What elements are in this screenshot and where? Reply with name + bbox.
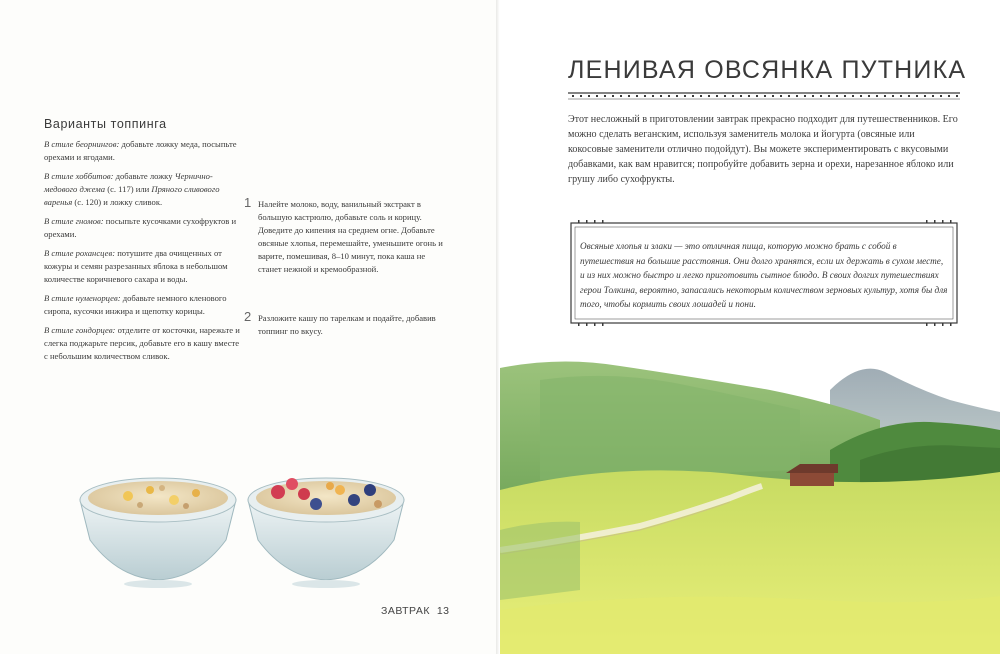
bowl-left bbox=[80, 478, 236, 588]
recipe-steps bbox=[244, 195, 444, 374]
topping-text: (с. 117) или bbox=[105, 184, 152, 194]
topping-text: потушите два очищенных от кожуры и семян разрезанных яблока в небольшом количестве коричневого сахара и воды. bbox=[44, 248, 228, 284]
topping-style: В стиле нуменорцев: bbox=[44, 293, 121, 303]
topping-text: добавьте ложку bbox=[113, 171, 175, 181]
footer-section: ЗАВТРАК bbox=[381, 605, 430, 617]
watercolor-landscape bbox=[500, 350, 1000, 654]
topping-text: (с. 120) и ложку сливок. bbox=[72, 197, 163, 207]
topping-item bbox=[44, 138, 244, 164]
recipe-intro: Этот несложный в приготовлении завтрак прекрасно подходит для путешественников. Его можно сделать веганским, используя заменитель молока и йогурта (овсяные или кокосовые заменители отлично подойдут). Вы можете экспериментировать с вкусовыми добавками, как вам нравится; попробуйте добавить зерна и орехи, нарезанное яблоко или грушу либо сухофрукты. bbox=[568, 114, 958, 185]
recipe-reference: Чернично-медового джема bbox=[44, 171, 213, 194]
topping-item bbox=[44, 324, 244, 363]
recipe-title: ЛЕНИВАЯ ОВСЯНКА ПУТНИКА bbox=[568, 56, 967, 84]
step-text: Разложите кашу по тарелкам и подайте, добавив топпинг по вкусу. bbox=[258, 313, 436, 336]
step-number: 1 bbox=[244, 195, 252, 210]
right-page bbox=[500, 0, 1000, 654]
oatmeal-bowls-illustration bbox=[78, 460, 408, 590]
topping-text: отделите от косточки, нарежьте и слегка поджарьте персик, добавьте его в кашу вместе с небольшим количеством сливок. bbox=[44, 325, 240, 361]
recipe-step bbox=[244, 195, 444, 276]
page-number: 13 bbox=[436, 605, 450, 617]
recipe-step bbox=[244, 309, 444, 338]
title-ornament-rule bbox=[568, 90, 960, 102]
page-footer bbox=[381, 605, 450, 617]
topping-item bbox=[44, 215, 244, 241]
topping-item bbox=[44, 292, 244, 318]
topping-style: В стиле гондорцев: bbox=[44, 325, 116, 335]
left-page bbox=[0, 0, 498, 654]
sidebar-quote bbox=[568, 220, 960, 326]
topping-item bbox=[44, 247, 244, 286]
step-text: Налейте молоко, воду, ванильный экстракт в большую кастрюлю, добавьте соль и корицу. Доведите до кипения на среднем огне. Добавьте овсяные хлопья, перемешайте, уменьшите огонь и варите, помешивая, 8–10 минут, пока каша не станет нежной и кремообразной. bbox=[258, 199, 443, 274]
topping-item bbox=[44, 170, 244, 209]
recipe-reference: Пряного сливового варенья bbox=[44, 184, 220, 207]
topping-style: В стиле рохансцев: bbox=[44, 248, 116, 258]
quote-text: Овсяные хлопья и злаки — это отличная пища, которую можно брать с собой в путешествия на большие расстояния. Они долго хранятся, если их держать в сухом месте, и из них можно быстро и легко приготовить сытное блюдо. В своих долгих путешествиях герои Толкина, вероятно, запасались некоторым количеством зерновых культур, хотя бы для того, чтобы кормить своих лошадей и пони. bbox=[580, 241, 948, 309]
topping-heading: Варианты топпинга bbox=[44, 117, 167, 131]
topping-style: В стиле беорнингов: bbox=[44, 139, 120, 149]
topping-text: добавьте ложку меда, посыпьте орехами и ягодами. bbox=[44, 139, 237, 162]
topping-list bbox=[44, 138, 244, 369]
topping-style: В стиле хоббитов: bbox=[44, 171, 114, 181]
topping-text: добавьте немного кленового сиропа, кусочки инжира и щепотку корицы. bbox=[44, 293, 227, 316]
step-number: 2 bbox=[244, 309, 252, 324]
bowl-right bbox=[248, 478, 404, 588]
topping-style: В стиле гномов: bbox=[44, 216, 104, 226]
topping-text: посыпьте кусочками сухофруктов и орехами. bbox=[44, 216, 237, 239]
